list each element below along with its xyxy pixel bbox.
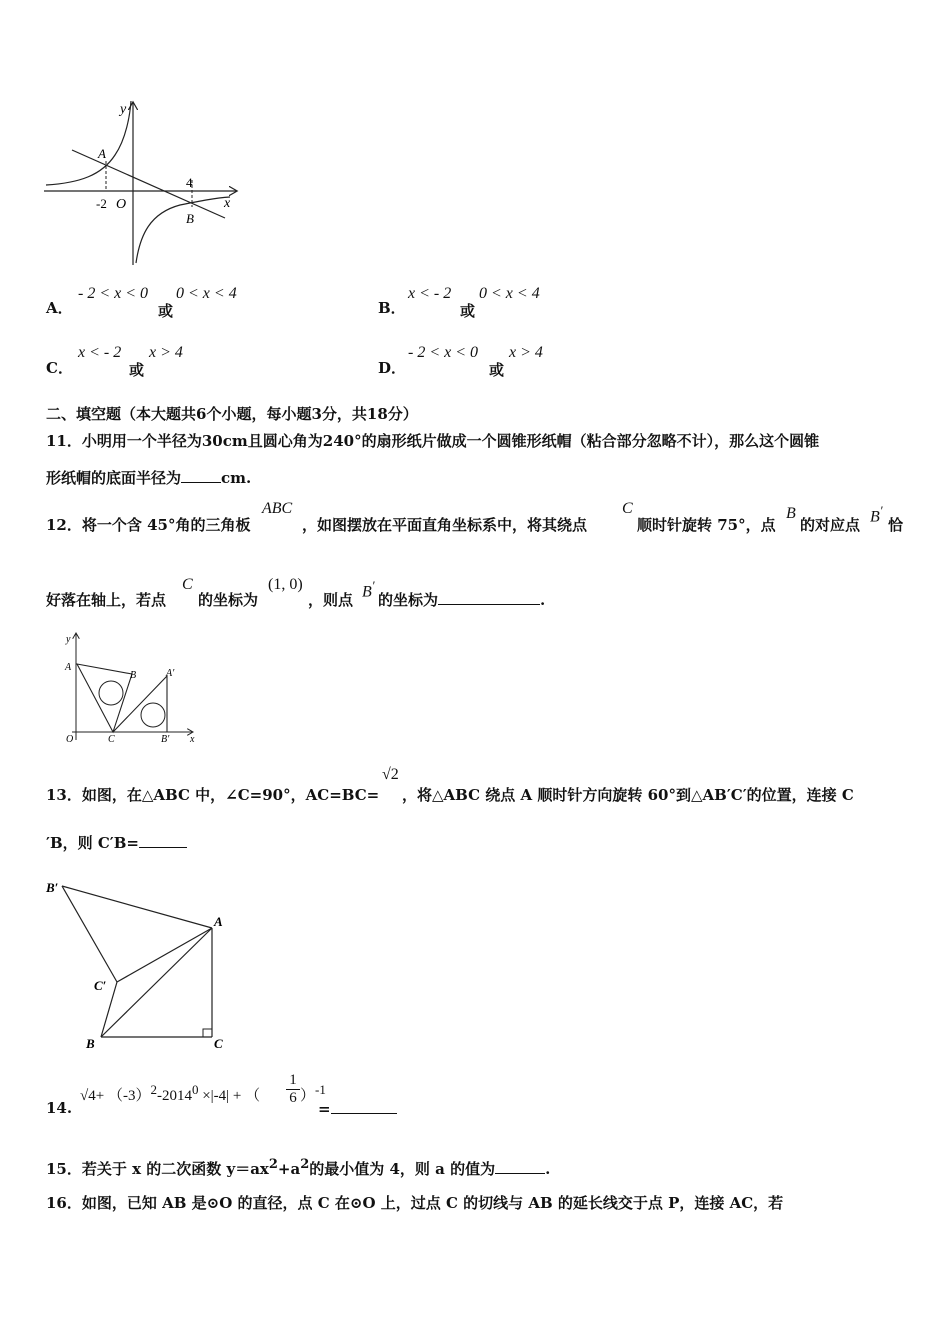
option-a-letter: A． xyxy=(46,299,73,317)
q12-p4: 的对应点 xyxy=(800,516,861,534)
q14-term5-paren: ） xyxy=(300,1088,316,1104)
option-d-or: 或 xyxy=(489,361,505,379)
option-c[interactable] xyxy=(46,357,73,378)
option-b-left: x < - 2 xyxy=(408,285,452,302)
option-b-right: 0 < x < 4 xyxy=(479,285,540,302)
q15-sup1: 2 xyxy=(268,1157,278,1172)
q14-equals xyxy=(318,1099,397,1118)
q12-m-c: C xyxy=(622,500,633,517)
q14-fraction-numerator: 1 xyxy=(286,1072,300,1090)
q12-m-bprime-letter: B xyxy=(870,508,880,526)
option-a-left: - 2 < x < 0 xyxy=(78,285,149,302)
q11-answer-blank[interactable] xyxy=(181,468,221,483)
q13-sqrt2: √2 xyxy=(382,766,399,783)
q13-p1: 13．如图，在△ABC 中，∠C=90°，AC=BC= xyxy=(46,786,380,804)
q14-fraction xyxy=(286,1072,300,1107)
label-b: B xyxy=(86,1036,95,1051)
q15-p1: 15．若关于 x 的二次函数 y＝ax xyxy=(46,1160,269,1178)
q14-equals-sign: = xyxy=(318,1100,331,1118)
label-a: A xyxy=(65,662,72,673)
hyperbola-right-branch xyxy=(136,197,230,263)
label-a: A xyxy=(98,146,106,161)
q13-answer-blank[interactable] xyxy=(139,833,187,848)
q14-term4: ×|-4| + （ xyxy=(198,1088,261,1104)
option-b-or: 或 xyxy=(460,302,476,320)
segment-bp-a xyxy=(62,886,212,928)
triangle-abc xyxy=(77,664,132,732)
q12-answer-blank[interactable] xyxy=(438,590,540,605)
q15-p4: . xyxy=(545,1160,551,1178)
q12-l2e: . xyxy=(540,591,546,609)
label-x: x xyxy=(190,734,195,745)
option-b-letter: B． xyxy=(378,299,406,317)
q12-l2-bprime xyxy=(362,578,375,601)
q13-line2 xyxy=(46,832,187,853)
option-a-right: 0 < x < 4 xyxy=(176,285,237,302)
q14-term5-sup: -1 xyxy=(315,1082,326,1097)
q14-term2-sup: 2 xyxy=(150,1082,157,1097)
option-a[interactable] xyxy=(46,297,73,318)
q12-m-abc: ABC xyxy=(262,500,293,517)
q15-sup2: 2 xyxy=(300,1157,310,1172)
label-a-prime: A′ xyxy=(166,668,175,679)
q12-l2a: 好落在轴上，若点 xyxy=(46,591,167,609)
label-o: O xyxy=(66,734,74,745)
option-c-or: 或 xyxy=(129,361,145,379)
q12-l2d xyxy=(378,589,545,610)
label-b-prime: B′ xyxy=(161,734,170,745)
option-d-right: x > 4 xyxy=(509,344,543,361)
q14-expression xyxy=(80,1082,260,1105)
q11-line1: 11．小明用一个半径为30cm且圆心角为240°的扇形纸片做成一个圆锥形纸帽（粘合部分忽略不计），那么这个圆锥 xyxy=(46,432,820,450)
figure-q12-triangles xyxy=(60,628,205,746)
q12-p2: ，如图摆放在平面直角坐标系中，将其绕点 xyxy=(302,516,588,534)
segment-b-a xyxy=(101,928,212,1037)
label-o: O xyxy=(116,197,127,212)
q12-m-bprime xyxy=(870,503,883,526)
right-angle-mark xyxy=(203,1029,212,1037)
option-c-letter: C． xyxy=(46,359,73,377)
q13-line2-text: ′B，则 C′B= xyxy=(46,834,139,852)
q12-l2-c: C xyxy=(182,576,193,593)
q14-sqrt4: √4 xyxy=(80,1088,96,1104)
q16-text: 16．如图，已知 AB 是⊙O 的直径，点 C 在⊙O 上，过点 C 的切线与 AB 的延长线交于点 P，连接 AC，若 xyxy=(46,1194,784,1212)
q14-fraction-denominator: 6 xyxy=(289,1090,297,1106)
section-title-fill-in: 二、填空题（本大题共6个小题，每小题3分，共18分） xyxy=(46,405,418,423)
label-b: B xyxy=(130,670,137,681)
label-y: y xyxy=(66,634,71,645)
label-b-prime: B′ xyxy=(46,880,59,895)
q12-p1: 12．将一个含 45°角的三角板 xyxy=(46,516,251,534)
q12-l2b: 的坐标为 xyxy=(198,591,259,609)
q12-m-b: B xyxy=(786,505,796,522)
q12-m-bprime-sup: ′ xyxy=(879,503,883,518)
q14-term3: -2014 xyxy=(156,1088,192,1104)
q11-line2 xyxy=(46,467,251,488)
q14-term2: + （-3） xyxy=(95,1088,151,1104)
q15-p2: +a xyxy=(277,1160,301,1178)
label-c: C xyxy=(108,734,115,745)
label-x: x xyxy=(224,196,231,211)
incircle-2 xyxy=(141,703,165,727)
linear-function-line xyxy=(72,150,225,218)
figure-q13-rotation xyxy=(40,874,240,1054)
q14-number: 14. xyxy=(46,1099,73,1117)
option-d-left: - 2 < x < 0 xyxy=(408,344,479,361)
segment-bp-cp xyxy=(62,886,117,982)
option-c-left: x < - 2 xyxy=(78,344,122,361)
q12-l2d-text: 的坐标为 xyxy=(378,591,439,609)
q12-l2c: ，则点 xyxy=(308,591,354,609)
q11-unit: cm. xyxy=(221,469,252,487)
q15-p3: 的最小值为 4，则 a 的值为 xyxy=(309,1160,496,1178)
q12-l2-coord: (1, 0) xyxy=(268,576,303,593)
label-b: B xyxy=(186,211,194,226)
q12-l2-bprime-letter: B xyxy=(362,583,372,601)
option-c-right: x > 4 xyxy=(149,344,183,361)
hyperbola-left-branch xyxy=(46,101,131,185)
q14-term3-sup: 0 xyxy=(191,1082,199,1097)
q15-answer-blank[interactable] xyxy=(495,1159,545,1174)
q15-text xyxy=(46,1157,550,1179)
q12-p5: 恰 xyxy=(888,516,904,534)
label-c-prime: C′ xyxy=(94,978,107,993)
label-c: C xyxy=(214,1036,223,1051)
label-a: A xyxy=(214,914,223,929)
q12-p3: 顺时针旋转 75°，点 xyxy=(637,516,776,534)
q12-l2-bprime-sup: ′ xyxy=(371,578,375,593)
q14-answer-blank[interactable] xyxy=(331,1099,397,1114)
figure-q10-graph xyxy=(40,95,245,270)
option-b[interactable] xyxy=(378,297,406,318)
q13-p2: ，将△ABC 绕点 A 顺时针方向旋转 60°到△AB′C′的位置，连接 C xyxy=(402,786,854,804)
incircle-1 xyxy=(99,681,123,705)
label-y: y xyxy=(120,102,127,117)
option-a-or: 或 xyxy=(158,302,174,320)
label-neg2: -2 xyxy=(96,196,107,211)
option-d-letter: D． xyxy=(378,359,407,377)
option-d[interactable] xyxy=(378,357,406,378)
label-four: 4 xyxy=(186,175,193,190)
q11-line2-text: 形纸帽的底面半径为 xyxy=(46,469,182,487)
